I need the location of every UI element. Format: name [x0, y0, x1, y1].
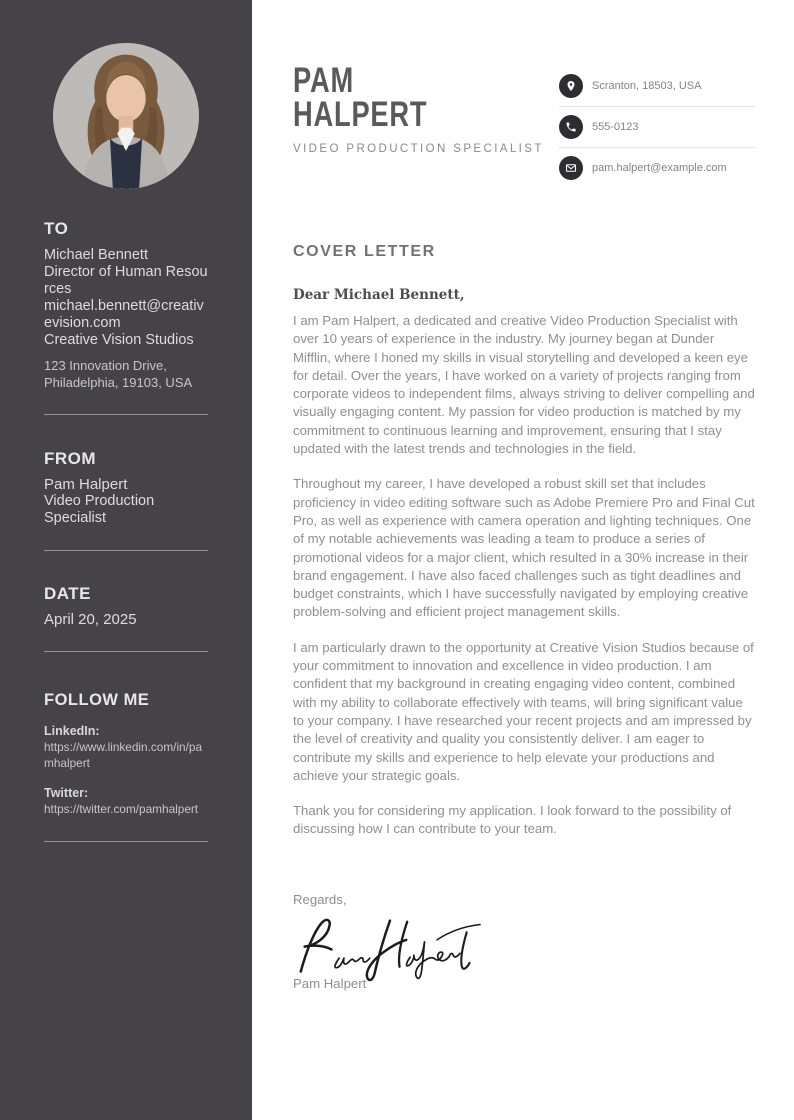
sidebar-divider: [44, 651, 208, 652]
contact-block: [559, 72, 755, 194]
social-section: [44, 691, 210, 818]
recipient-section: [44, 219, 210, 391]
letter-main: [252, 0, 794, 1120]
date-section: [44, 584, 210, 628]
first-name: PAM: [293, 61, 354, 100]
signature-name: Pam Halpert: [293, 976, 367, 992]
last-name: HALPERT: [293, 95, 428, 134]
linkedin-link[interactable]: https://www.linkedin.com/in/pamhalpert: [44, 740, 203, 770]
date-heading: DATE: [44, 584, 92, 603]
location-text: Scranton, 18503, USA: [592, 80, 702, 92]
portrait-illustration: [53, 43, 199, 189]
contact-row-email: [559, 154, 755, 188]
twitter-label: Twitter:: [44, 786, 89, 800]
twitter-link[interactable]: https://twitter.com/pamhalpert: [44, 802, 199, 816]
cover-letter-body: [293, 243, 755, 991]
location-pin-icon: [559, 74, 583, 98]
contact-row-phone: [559, 113, 755, 148]
sender-section: [44, 449, 210, 527]
profile-photo: [53, 43, 199, 189]
linkedin-label: LinkedIn:: [44, 724, 100, 738]
signature-image: [293, 914, 485, 984]
email-icon: [559, 156, 583, 180]
paragraph-4: Thank you for considering my application. I look forward to the possibility of discussing how I can contribute to your team.: [293, 803, 732, 837]
sidebar: [0, 0, 252, 1120]
contact-row-location: [559, 72, 755, 107]
phone-text: 555-0123: [592, 121, 639, 133]
date-value: April 20, 2025: [44, 611, 137, 628]
recipient-title: Director of Human Resources: [44, 264, 208, 297]
recipient-address-line2: Philadelphia, 19103, USA: [44, 374, 193, 390]
page-title: [293, 61, 489, 134]
sender-name: Pam Halpert: [44, 476, 128, 493]
paragraph-3: I am particularly drawn to the opportunity at Creative Vision Studios because of your commitment to innovation and excellence in video production. I am confident that my background in creating engaging video content, combined with my ability to collaborate effectively with teams, will bring significant value to your company. I have researched your recent projects and am impressed by the level of creativity and quality you consistently deliver. I am eager to contribute my skills and experience to help elevate your productions and achieve your strategic goals.: [293, 639, 754, 783]
recipient-name: Michael Bennett: [44, 247, 148, 263]
name-block: [293, 61, 544, 194]
salutation: Dear Michael Bennett,: [293, 287, 465, 303]
cover-letter-heading: COVER LETTER: [293, 243, 436, 260]
to-heading: TO: [44, 219, 69, 238]
recipient-email[interactable]: michael.bennett@creativevision.com: [44, 298, 204, 331]
email-text[interactable]: pam.halpert@example.com: [592, 162, 727, 174]
sidebar-divider: [44, 841, 208, 842]
twitter-item: [44, 786, 210, 818]
linkedin-item: [44, 724, 210, 771]
sidebar-divider: [44, 550, 208, 551]
sidebar-divider: [44, 414, 208, 415]
sender-title: Video Production Specialist: [44, 493, 155, 526]
role-subtitle: VIDEO PRODUCTION SPECIALIST: [293, 143, 544, 155]
closing-line: Regards,: [293, 891, 347, 907]
phone-icon: [559, 115, 583, 139]
header: [293, 61, 755, 194]
recipient-company: Creative Vision Studios: [44, 332, 194, 348]
paragraph-2: Throughout my career, I have developed a robust skill set that includes proficiency in video editing software such as Adobe Premiere Pro and Final Cut Pro, as well as experience with camera operation and lighting techniques. One of my notable achievements was leading a team to produce a series of promotional videos for a major client, which resulted in a 30% increase in their brand engagement. I have also faced challenges such as tight deadlines and budget constraints, which I have successfully navigated by employing creative problem-solving and efficient project management skills.: [293, 476, 755, 620]
paragraph-1: I am Pam Halpert, a dedicated and creative Video Production Specialist with over 10 years of experience in the industry. My journey began at Dunder Mifflin, where I honed my skills in visual storytelling and developed a keen eye for detail. Over the years, I have worked on a variety of projects ranging from corporate videos to independent films, always striving to deliver compelling and visually engaging content. My passion for video production is matched by my commitment to continuous learning and improvement, ensuring that I stay updated with the latest trends and technologies in the field.: [293, 313, 755, 457]
follow-me-heading: FOLLOW ME: [44, 691, 150, 709]
from-heading: FROM: [44, 449, 97, 468]
recipient-address-line1: 123 Innovation Drive,: [44, 358, 167, 373]
